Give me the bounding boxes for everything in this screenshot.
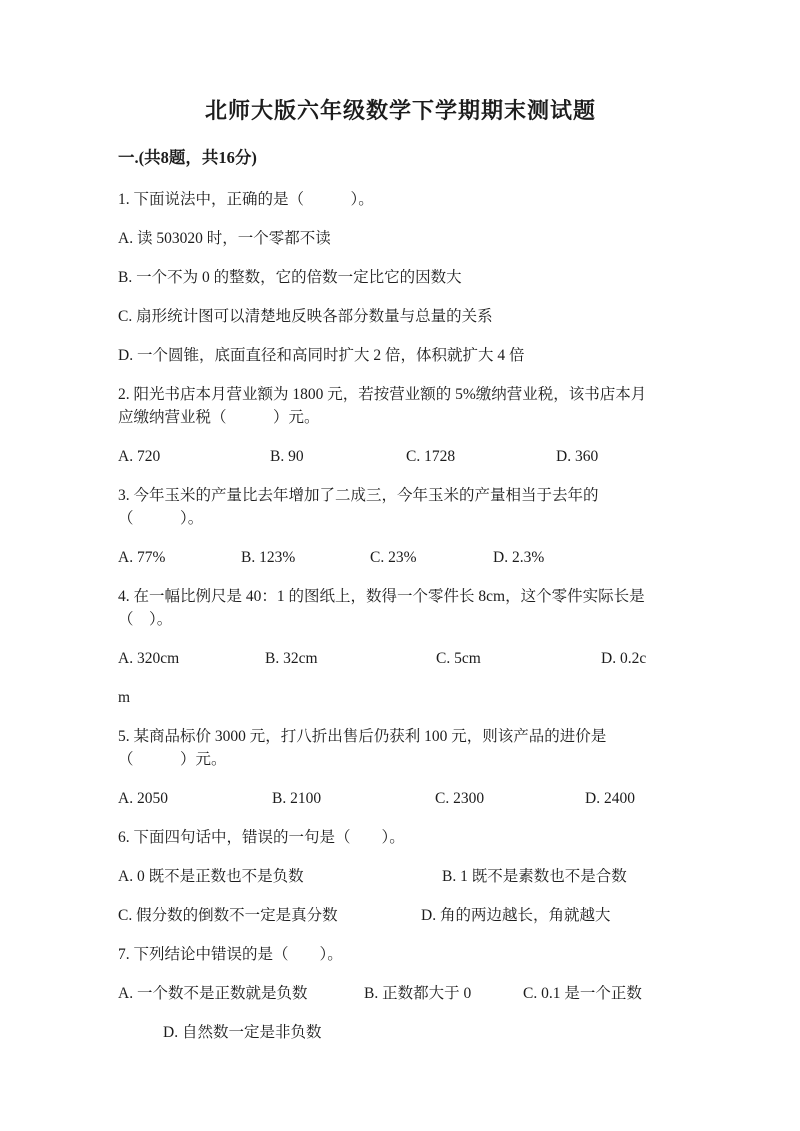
option-d: D. 0.2c xyxy=(601,650,647,667)
option-a: A. 720 xyxy=(118,448,161,465)
option-row-2 xyxy=(118,1021,683,1044)
option-row xyxy=(118,647,683,670)
question-2 xyxy=(118,383,683,468)
option-c: C. 假分数的倒数不一定是真分数 xyxy=(118,907,338,924)
question-stem-line-2: （ ）。 xyxy=(118,611,173,628)
question-stem-line-1: 4. 在一幅比例尺是 40：1 的图纸上，数得一个零件长 8cm，这个零件实际长是 xyxy=(118,588,645,605)
option-c: C. 5cm xyxy=(436,650,481,667)
section-heading: 一.(共8题，共16分) xyxy=(118,148,257,167)
question-stem-line-2: （ ）元。 xyxy=(118,751,227,768)
option-d: D. 2400 xyxy=(585,790,635,807)
option-a: A. 一个数不是正数就是负数 xyxy=(118,985,308,1002)
question-3 xyxy=(118,484,683,569)
option-row xyxy=(118,546,683,569)
question-stem-line-1: 3. 今年玉米的产量比去年增加了二成三，今年玉米的产量相当于去年的 xyxy=(118,487,599,504)
question-5 xyxy=(118,725,683,810)
option-a: A. 2050 xyxy=(118,790,168,807)
option-b: B. 1 既不是素数也不是合数 xyxy=(442,868,627,885)
question-stem-line-2: 应缴纳营业税（ ）元。 xyxy=(118,409,320,426)
option-d: D. 2.3% xyxy=(493,549,545,566)
option-a: A. 77% xyxy=(118,549,166,566)
option-wrap-row xyxy=(118,686,683,709)
option-a: A. 0 既不是正数也不是负数 xyxy=(118,868,304,885)
option-a: A. 读 503020 时，一个零都不读 xyxy=(118,230,331,247)
option-row xyxy=(118,445,683,468)
option-b: B. 2100 xyxy=(272,790,322,807)
option-c: C. 23% xyxy=(370,549,417,566)
question-stem: 1. 下面说法中，正确的是（ ）。 xyxy=(118,191,374,208)
option-b: B. 正数都大于 0 xyxy=(364,985,472,1002)
option-a: A. 320cm xyxy=(118,650,180,667)
option-b: B. 90 xyxy=(270,448,304,465)
question-stem: 7. 下列结论中错误的是（ ）。 xyxy=(118,946,343,963)
option-c: C. 扇形统计图可以清楚地反映各部分数量与总量的关系 xyxy=(118,308,493,325)
question-7 xyxy=(118,943,683,1044)
option-row xyxy=(118,787,683,810)
option-row-2 xyxy=(118,904,683,927)
option-b: B. 32cm xyxy=(265,650,318,667)
option-b: B. 一个不为 0 的整数，它的倍数一定比它的因数大 xyxy=(118,269,462,286)
question-stem-line-2: （ ）。 xyxy=(118,510,204,527)
option-d: D. 360 xyxy=(556,448,599,465)
option-d-wrap: m xyxy=(118,689,131,706)
question-stem-line-1: 5. 某商品标价 3000 元，打八折出售后仍获利 100 元，则该产品的进价是 xyxy=(118,728,607,745)
question-1 xyxy=(118,188,683,367)
question-6 xyxy=(118,826,683,927)
question-4 xyxy=(118,585,683,709)
option-d: D. 自然数一定是非负数 xyxy=(163,1024,322,1041)
question-stem-line-1: 2. 阳光书店本月营业额为 1800 元，若按营业额的 5%缴纳营业税，该书店本月 xyxy=(118,386,647,403)
option-row-1 xyxy=(118,865,683,888)
option-d: D. 一个圆锥，底面直径和高同时扩大 2 倍，体积就扩大 4 倍 xyxy=(118,347,525,364)
option-b: B. 123% xyxy=(241,549,296,566)
option-c: C. 1728 xyxy=(406,448,456,465)
option-c: C. 0.1 是一个正数 xyxy=(523,985,642,1002)
page-title: 北师大版六年级数学下学期期末测试题 xyxy=(204,98,596,123)
option-row-1 xyxy=(118,982,683,1005)
question-stem: 6. 下面四句话中，错误的一句是（ ）。 xyxy=(118,829,405,846)
option-c: C. 2300 xyxy=(435,790,485,807)
option-d: D. 角的两边越长，角就越大 xyxy=(421,907,611,924)
